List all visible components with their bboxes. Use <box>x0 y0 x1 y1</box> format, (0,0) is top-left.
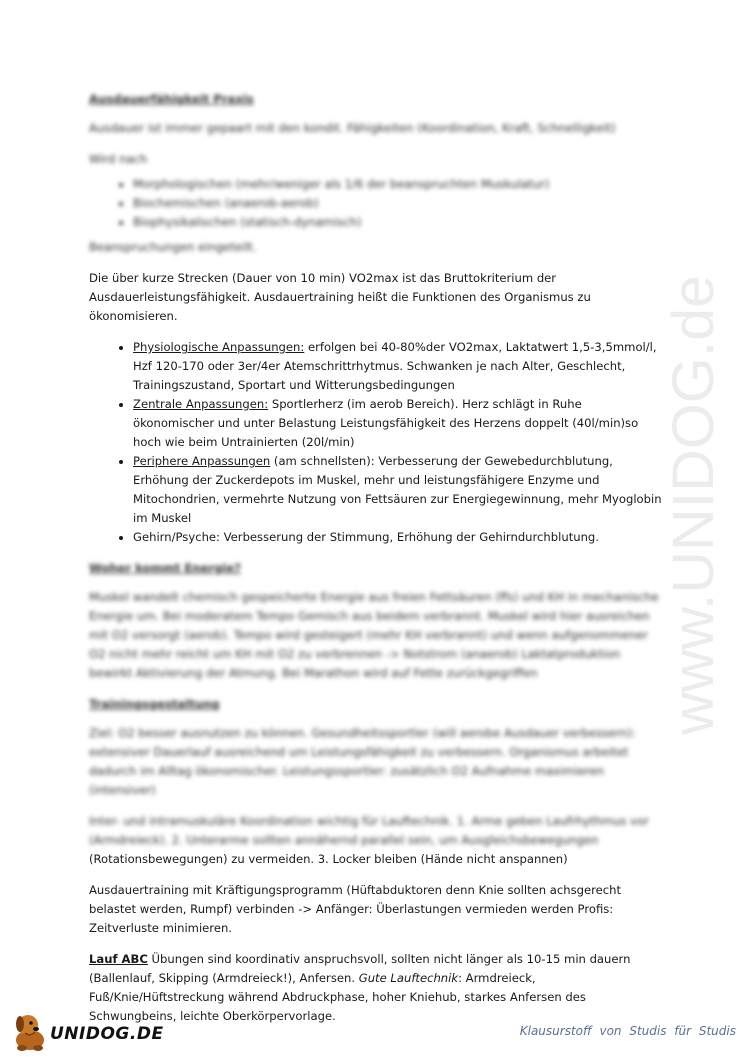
label: Physiologische Anpassungen: <box>133 340 305 354</box>
blurred-paragraph: Inter- und intramuskuläre Koordination wichtig für Lauftechnik. 1. Arme geben Laufrhythmus vor (Armdreieck). 2. Unterarme sollten annähernd parallel sein, um Ausgleichsbewegungen <box>89 814 649 847</box>
watermark-svg <box>643 270 733 740</box>
paragraph-kraeftigung: Ausdauertraining mit Kräftigungsprogramm (Hüftabduktoren denn Knie sollten achsgerecht belastet werden, Rumpf) verbinden -> Anfänger: Überlastungen vermieden werden Profis: Zeitverluste minimieren. <box>89 883 622 935</box>
item-text: Gehirn/Psyche: Verbesserung der Stimmung, Erhöhung der Gehirndurchblutung. <box>133 530 599 544</box>
item-text: erfolgen bei 40-80%der VO2max, Laktatwert 1,5-3,5mmol/l, Hzf 120-170 oder 3er/4er Atemschrittrhytmus. Schwanken je nach Alter, Geschlecht, Trainingszustand, Sportart und Witterungsbedingungen <box>133 340 657 392</box>
watermark-text: www.UNIDOG.de <box>661 283 726 735</box>
paragraph-lauf-abc <box>89 950 664 1026</box>
list-item-zentrale <box>133 395 664 452</box>
list-item: • Biophysikalischen (statisch-dynamisch) <box>133 213 664 232</box>
blurred-paragraph: Muskel wandelt chemisch gespeicherte Energie aus freien Fettsäuren (ffs) und KH in mechanische Energie um. Bei moderatem Tempo Gemisch aus beidem verbrannt. Muskel wird hier ausreichen mit O2 versorgt (aerob). Tempo wird gesteigert (mehr KH verbrannt) und wenn aufgenommener O2 nicht mehr reicht um KH mit O2 zu verbrennen -> Notstrom (anaerob) Laktatproduktion bewirkt Aktivierung der Atmung. Bei Marathon wird auf Fette zurückgegriffen <box>89 590 659 680</box>
dog-icon <box>8 1010 52 1054</box>
blurred-line: Beanspruchungen eingeteilt. <box>89 240 257 254</box>
item-text: Sportlerherz (im aerob Bereich). Herz schlägt in Ruhe ökonomischer und unter Belastung Leistungsfähigkeit des Herzens doppelt (40l/min)so hoch wie beim Untrainierten (20l/min) <box>133 397 639 449</box>
lauf-abc-italic: Gute Lauftechnik <box>358 971 459 985</box>
list-item-periphere <box>133 452 664 528</box>
footer-tagline: Klausurstoff von Studis für Studis <box>519 1024 736 1038</box>
heading-trainingsgestaltung: Trainingsgestaltung <box>89 697 220 711</box>
label: Zentrale Anpassungen: <box>133 397 269 411</box>
list-item: • Biochemischen (anaerob-aerob) <box>133 194 664 213</box>
intro-paragraph: Die über kurze Strecken (Dauer von 10 min) VO2max ist das Bruttokriterium der Ausdauerleistungsfähigkeit. Ausdauertraining heißt die Funktionen des Organismus zu ökonomisieren. <box>89 271 591 323</box>
blurred-section-top <box>89 90 664 257</box>
lauf-abc-text: : Armdreieck, Fuß/Knie/Hüftstreckung während Abdruckphase, hoher Kniehub, starkes Anfersen des Schwungbeins, leichte Oberkörpervorlage. <box>89 971 586 1023</box>
adaptations-list <box>89 338 664 547</box>
watermark <box>643 270 733 740</box>
list-item: • Morphologischen (mehr/weniger als 1/6 der beanspruchten Muskulatur) <box>133 175 664 194</box>
lauf-abc-text: Übungen sind koordinativ anspruchsvoll, sollten nicht länger als 10-15 min dauern (Ballenlauf, Skipping (Armdreieck!), Anfersen. <box>89 952 631 985</box>
list-item-gehirn <box>133 528 664 547</box>
lauf-abc-label: Lauf ABC <box>89 952 148 966</box>
item-text: (am schnellsten): Verbesserung der Gewebedurchblutung, Erhöhung der Zuckerdepots im Muskel, mehr und leistungsfähigere Enzyme und Mitochondrien, vermehrte Nutzung von Fettsäuren zur Energiegewinnung, mehr Myoglobin im Muskel <box>133 454 662 525</box>
label: Periphere Anpassungen <box>133 454 271 468</box>
blurred-section-middle <box>89 559 664 850</box>
list-item-physiologische <box>133 338 664 395</box>
logo-text: UNIDOG.DE <box>50 1024 164 1044</box>
paragraph-rotation: (Rotationsbewegungen) zu vermeiden. 3. Locker bleiben (Hände nicht anspannen) <box>89 852 568 866</box>
heading-ausdauer-praxis: Ausdauerfähigkeit Praxis <box>89 92 254 106</box>
document-body <box>89 90 664 1038</box>
unidog-logo <box>8 1010 168 1054</box>
heading-woher-energie: Woher kommt Energie? <box>89 561 241 575</box>
blurred-line: Wird nach <box>89 152 148 166</box>
blurred-line: Ausdauer ist immer gepaart mit den kondit. Fähigkeiten (Koordination, Kraft, Schnelligkeit) <box>89 121 616 135</box>
blurred-paragraph: Ziel: O2 besser ausnutzen zu können. Gesundheitssportler (will aerobe Ausdauer verbessern): extensiver Dauerlauf ausreichend um Leistungsfähigkeit zu verbessern. Organismus arbeitet dadurch im Alltag ökonomischer. Leistungssportler: zusätzlich O2 Aufnahme maximieren (intensiver) <box>89 726 636 797</box>
blurred-bullet-list <box>89 175 664 232</box>
